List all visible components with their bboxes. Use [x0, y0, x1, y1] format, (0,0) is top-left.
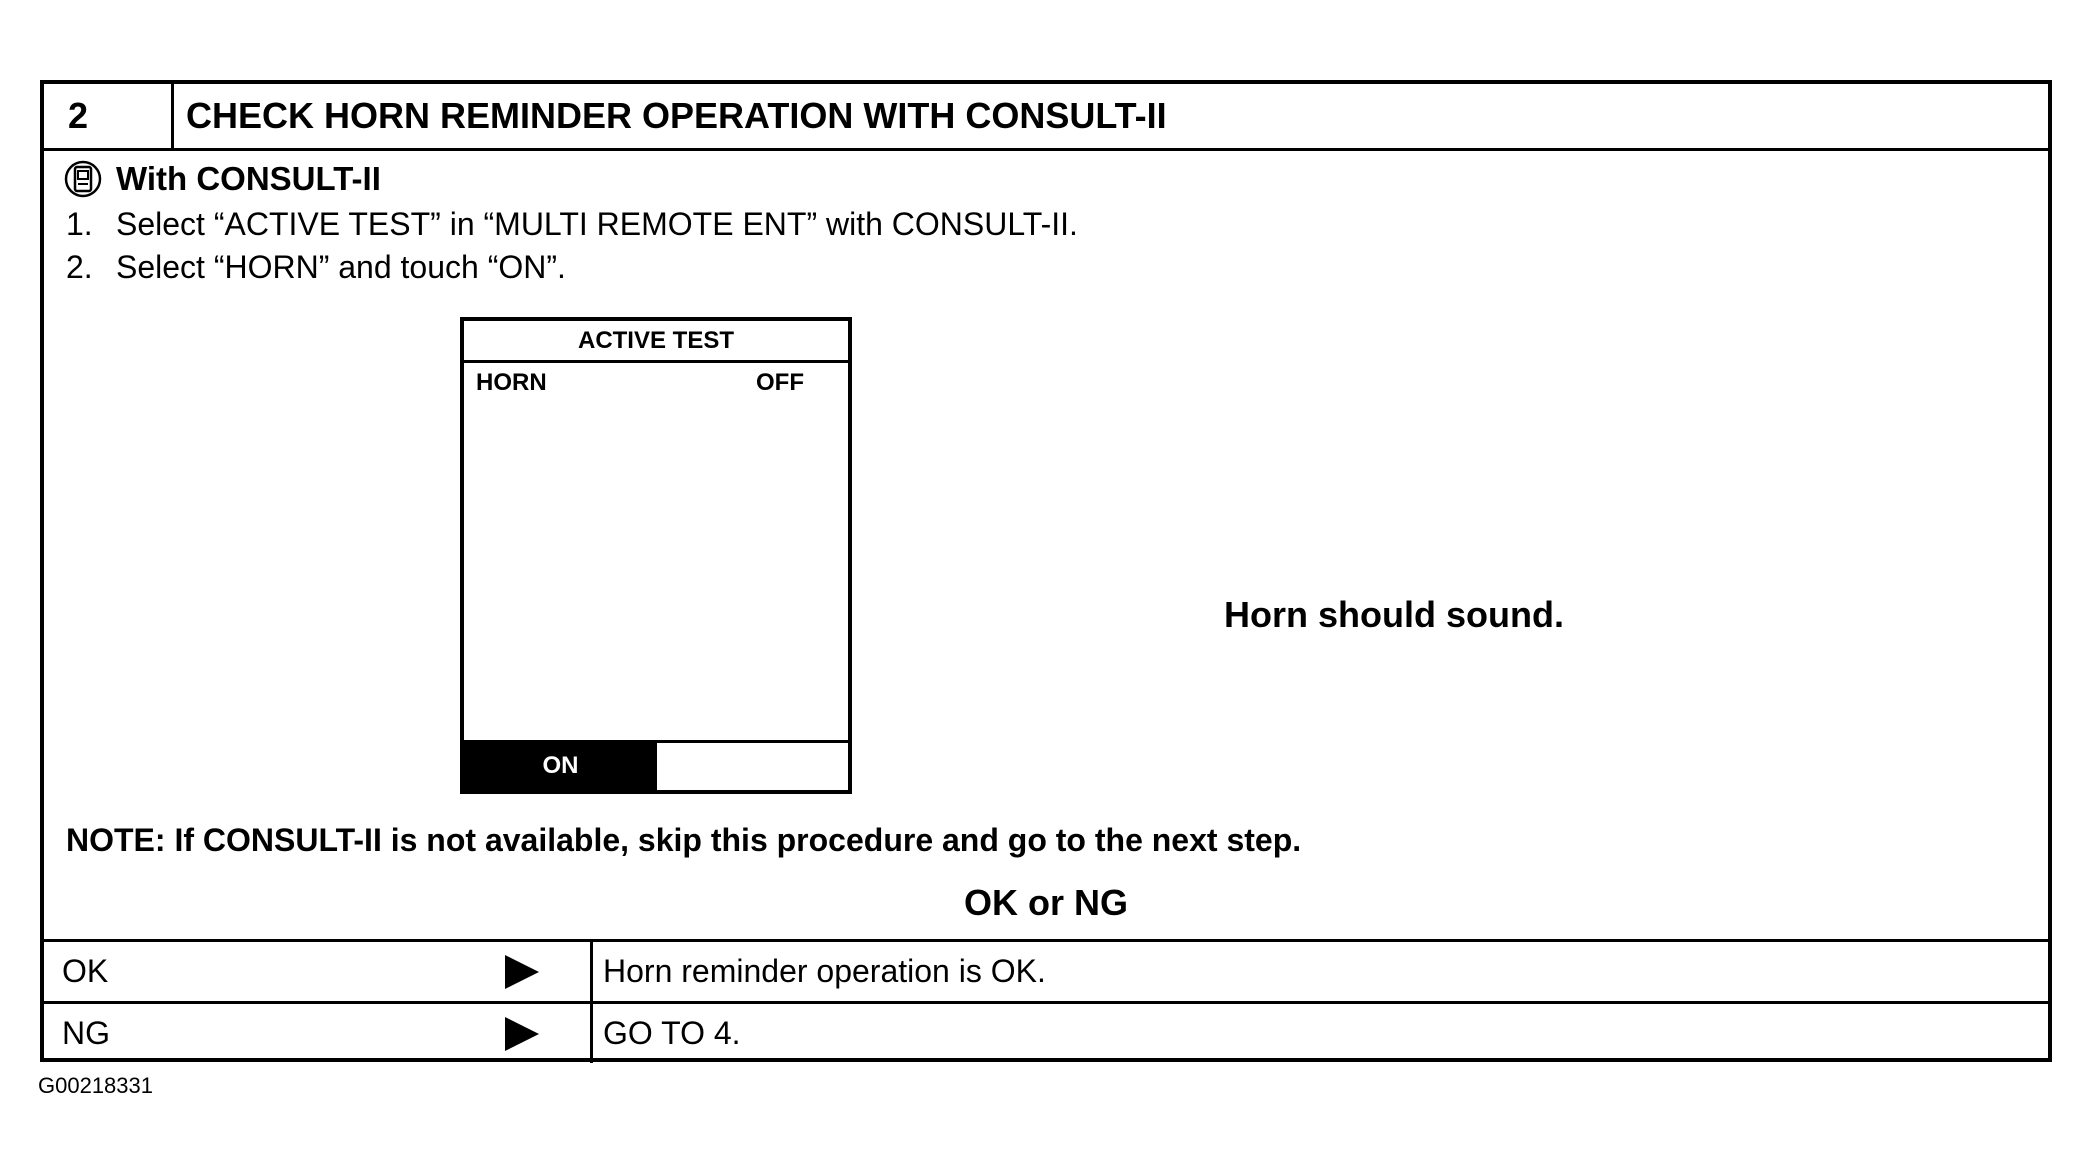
consult-tool-icon	[64, 160, 102, 198]
on-button[interactable]: ON	[464, 743, 657, 790]
instruction-2	[66, 247, 566, 287]
step-number: 2	[44, 84, 174, 148]
result-label: OK	[62, 953, 109, 989]
method-line	[64, 158, 381, 200]
instruction-number: 2.	[66, 249, 93, 285]
result-row-ok	[44, 939, 2048, 1001]
instruction-text: Select “ACTIVE TEST” in “MULTI REMOTE ENT” with CONSULT-II.	[116, 206, 1078, 242]
consult-screen	[460, 317, 852, 794]
screen-title: ACTIVE TEST	[464, 321, 848, 363]
arrow-right-icon	[505, 1017, 539, 1051]
screen-item-horn: HORN	[476, 369, 547, 396]
expected-result: Horn should sound.	[1224, 594, 1564, 635]
instruction-text: Select “HORN” and touch “ON”.	[116, 249, 566, 285]
instruction-1	[66, 204, 1078, 244]
arrow-right-icon	[505, 955, 539, 989]
step-header	[44, 84, 2048, 151]
procedure-table	[40, 80, 2052, 1062]
screen-button-bar	[464, 740, 848, 790]
figure-code: G00218331	[38, 1073, 153, 1098]
step-title: CHECK HORN REMINDER OPERATION WITH CONSULT-II	[186, 95, 1167, 136]
blank-button	[657, 743, 848, 790]
result-row-ng	[44, 1001, 2048, 1063]
instruction-number: 1.	[66, 206, 93, 242]
ok-ng-title: OK or NG	[964, 882, 1129, 923]
result-text: GO TO 4.	[590, 1004, 2048, 1063]
method-label: With CONSULT-II	[116, 160, 381, 197]
result-text: Horn reminder operation is OK.	[590, 942, 2048, 1001]
result-label: NG	[62, 1015, 110, 1051]
note-text: NOTE: If CONSULT-II is not available, skip this procedure and go to the next step.	[66, 822, 1302, 858]
screen-item-value: OFF	[756, 369, 804, 396]
